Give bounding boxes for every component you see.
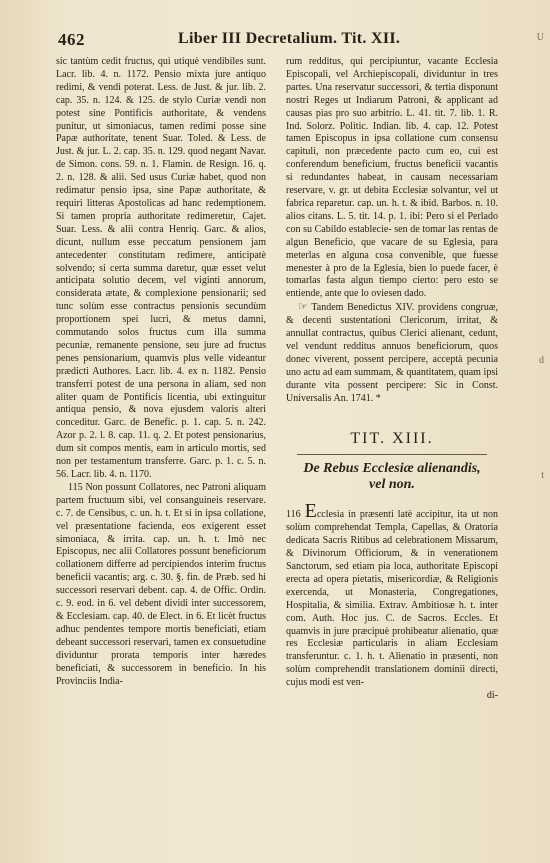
pointing-hand-icon: ☞ (298, 301, 308, 314)
drop-capital: E (304, 500, 317, 523)
subtitle-line-2: vel non. (369, 477, 415, 493)
edge-mark-2: d (539, 355, 544, 366)
paragraph-number: 116 (286, 509, 301, 521)
right-column (286, 56, 498, 703)
edge-mark-3: t (541, 470, 544, 481)
paragraph-benedict-text: Tandem Benedictus XIV. providens congruæ, & decenti sustentationi Clericorum, irritat, & annullat contractus, quibus Clerici alienant, cedunt, vel vendunt redditus annuos beneficiorum, quos donec viverent, possent percipere, acceptà pecunia uno actu ad eam summam, & quantitatem, quam ipsi durante vita possent percipere: Sic in Const. Universalis An. 1741. * (286, 302, 498, 404)
right-paragraph-continued: rum redditus, qui percipiuntur, vacante Ecclesia Episcopali, vel Archiepiscopali, dividuntur in tres partes. Una reservatur successori, & tertia disponunt nostri Reges ut Indiarum Patroni, & applicant ad causas pias pro suo arbitrio. L. 41. tit. 7. lib. 1. R. Ind. Solorz. Politic. Indian. lib. 4. cap. 12. Potest tamen Episcopus in ipsa collatione cum consensu capituli, non præcedente pacto cum eo, cui est conferendum beneficium, fructus beneficii vacantis si redundantes habeat, in causam necessariam reservare, v. gr. ut debita Ecclesiæ solvantur, vel ut fabrica reparetur. cap. un. h. t. & ibid. Barbos. n. 10. alios citans. L. 5. tit. 14. p. 1. ibi: Pero si el Perlado con su Cabildo establecie- sen de tomar las rentas de algun Beneficio, que vacare de su Eglesia, para meterlas en alguna cosa convenible, que fuesse menester à pro de la Eglesia, bien lo puede facer, è tomarlas fasta algun tiempo cierto: pero esto se entiende, ante que lo oviesen dado. (286, 56, 498, 300)
title-heading: TIT. XIII. (350, 430, 434, 448)
paragraph-116-text: cclesia in præsenti latè accipitur, ita ut non solùm comprehendat Templa, Capellas, & Oratoria dedicata Sacris Ritibus ad celebrationem Missarum, & Divinorum Officiorum, & in venerationem Sanctorum, sed etiam pia loca, authoritate Episcopi erecta ad opera pietatis, misericordiæ, & Religionis exercenda, ut Monasteria, Congregationes, Hospitalia, & similia. Extrav. Ambitiosæ h. t. inter com. Auth. Hoc jus. C. de Sacros. Eccles. Et quamvis in jure præcipuè prohibeatur alienatio, quæ res Ecclesiæ particularis in aliam Ecclesiam transferuntur. c. 1. h. t. Alienatio in præsenti, non solùm comprehendit translationem dominii directi, cujus modi est ven- (286, 509, 498, 689)
left-column (56, 56, 266, 688)
paragraph-116 (286, 500, 498, 690)
paragraph-benedict (286, 301, 498, 405)
running-title: Liber III Decretalium. Tit. XII. (178, 30, 401, 47)
page-header (58, 30, 488, 52)
title-rule (297, 454, 487, 455)
edge-mark-1: U (536, 32, 544, 43)
paragraph-115: 115 Non possunt Collatores, nec Patroni aliquam partem fructuum sibi, vel consanguineis reservare. c. 7. de Censibus, c. un. h. t. Et si in ipsa collatione, vel præsentatione facienda, eos exigerent esset simoniaca, & irrita. cap. un. h. t. Imò nec Episcopus, nec alii Collatores possunt beneficiorum collationem differre ad percipiendos interim fructus beneficii vacantis; arg. c. 30. §. fin. de Præb. sed hi successori reservari debent. cap. 4. de Offic. Ordin. c. 9. eod. in 6. vel debent dividi inter successorem, & Ecclesiam. cap. 40. de Elect. in 6. Et licèt fructus adhuc pendentes tempore mortis beneficiati, etiam debeant successori reservari, tamen ex consuetudine dividuntur prorata temporis inter hæredes beneficiati, & successorem in beneficio. In his Provinciis India- (56, 481, 266, 687)
catchword: di- (486, 690, 498, 702)
section-subtitle (286, 461, 498, 493)
left-paragraph-continued: sic tantùm cedit fructus, qui utiquè vendibiles sunt. Lacr. lib. 4. n. 1172. Pensio mixta jure antiquo redimi, & vendi poterat. Less. de Just. & jur. lib. 2. cap. 35. n. 124. & 125. de stylo Curiæ vendi non potest sine Pontificis authoritate, & vendens punitur, ut simoniacus, tamen redimi posse sine Papæ authoritate, tenent Suar. Toled. & Less. de Just. & jur. L. 2. cap. 35. n. 129. quod negant Navar. de Simon. cons. 59. n. 1. Flamin. de Resign. 16. q. 2. n. 128. & alii. Sed usus Curiæ habet, quod non redimatur pensio ipsa, sine Papæ authoritate, & requiri litteras Apostolicas ad hanc redemptionem. Si tamen propria authoritate redimeretur, Cajet. Suar. Less. & alii contra Henriq. Garc. & alios, dicunt, nullum esse peccatum pensionem jam antecedenter constitutam redimere, anticipatè solvendo; si certa summa daretur, quæ esset velut anticipata solutio decem, vel viginti annorum, considerata ætate, & complexione pensionarii; sed tunc solùm esse contractus pensionis secundùm proportionem spei lucri, & metus damni, commutando solos fructus cum illa summa pecuniæ, remanente pensione, seu jure ad fructus penes pensionarium, quamvis plus velle videantur prædicti Authores. Lacr. lib. 4. ex n. 1182. Pensio transferri potest de una persona in aliam, sed non aliter quam de Pontificis licentia, ubi extinguitur antiqua pensio, & nova ejusdem valoris alteri conceditur. Garc. de Benefic. p. 1. cap. 5. n. 242. Azor p. 2. l. 8. cap. 11. q. 2. Et potest pensionarius, dum sit compos mentis, eam in articulo mortis, sed non per testamentum transferre. Garc. p. 1. c. 5. n. 56. Lacr. lib. 4. n. 1170. (56, 56, 266, 480)
subtitle-line-1: De Rebus Ecclesiæ alienandis, (303, 461, 481, 477)
page-number: 462 (58, 30, 85, 49)
